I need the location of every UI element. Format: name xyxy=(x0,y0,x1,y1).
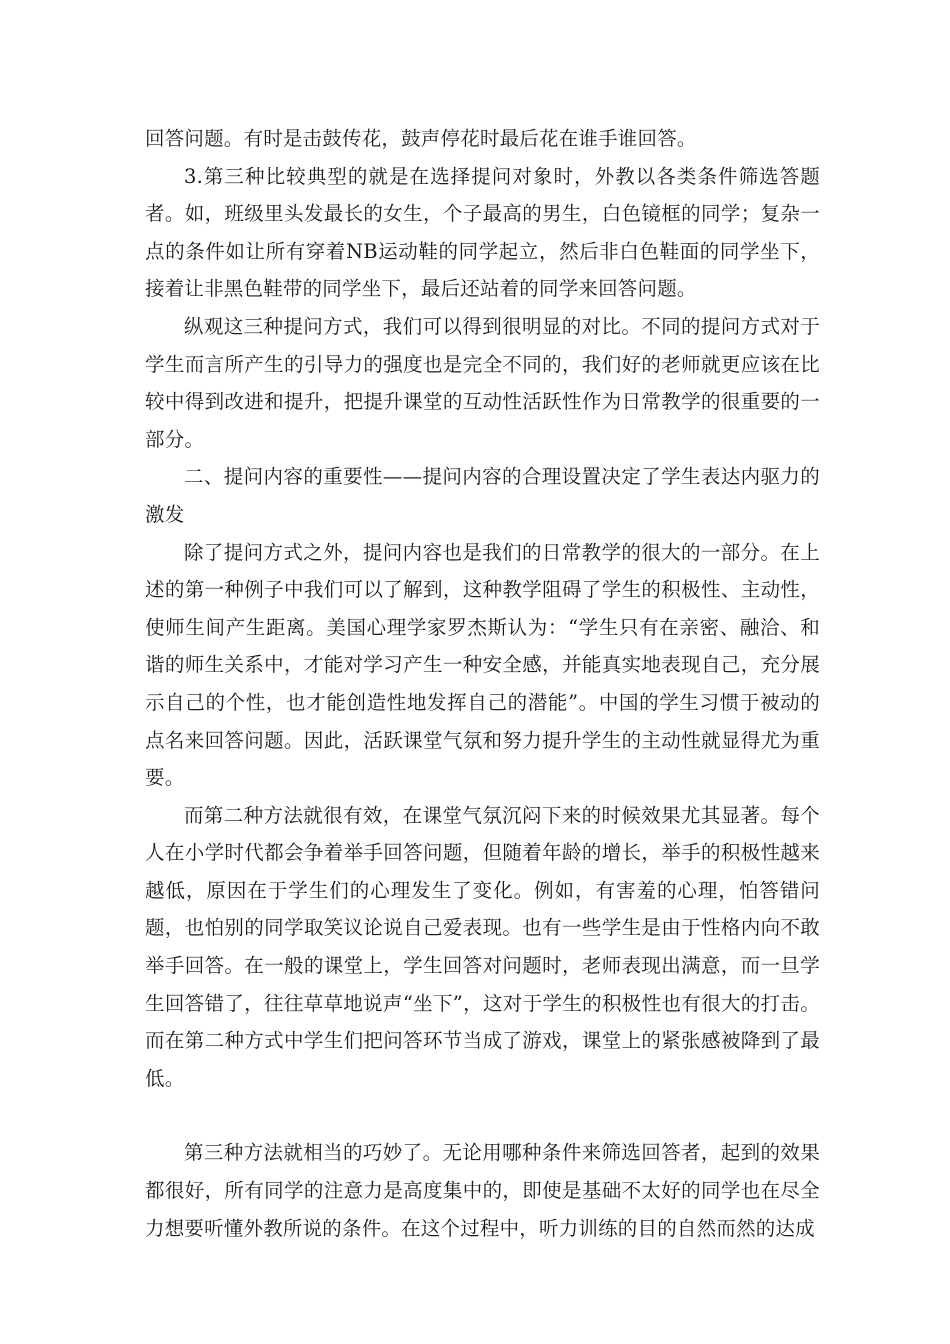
paragraph-third-method-analysis: 第三种方法就相当的巧妙了。无论用哪种条件来筛选回答者，起到的效果都很好，所有同学的注意力是高度集中的，即使是基础不太好的同学也在尽全力想要听懂外教所说的条件。在这个过程中，听力训练的目的自然而然的达成 xyxy=(145,1141,820,1240)
paragraph-second-method: 而第二种方法就很有效，在课堂气氛沉闷下来的时候效果尤其显著。每个人在小学时代都会争着举手回答问题，但随着年龄的增长，举手的积极性越来越低，原因在于学生们的心理发生了变化。例如，有害羞的心理，怕答错问题，也怕别的同学取笑议论说自己爱表现。也有一些学生是由于性格内向不敢举手回答。在一般的课堂上，学生回答对问题时，老师表现出满意，而一旦学生回答错了，往往草草地说声“坐下”，这对于学生的积极性也有很大的打击。而在第二种方式中学生们把问答环节当成了游戏，课堂上的紧张感被降到了最低。 xyxy=(145,803,820,1090)
paragraph-question-content: 除了提问方式之外，提问内容也是我们的日常教学的很大的一部分。在上述的第一种例子中我们可以了解到，这种教学阻碍了学生的积极性、主动性，使师生间产生距离。美国心理学家罗杰斯认为：“学生只有在亲密、融洽、和谐的师生关系中，才能对学习产生一种安全感，并能真实地表现自己，充分展示自己的个性，也才能创造性地发挥自己的潜能”。中国的学生习惯于被动的点名来回答问题。因此，活跃课堂气氛和努力提升学生的主动性就显得尤为重要。 xyxy=(145,540,820,790)
paragraph-spacer xyxy=(145,1097,820,1134)
section-heading-question-content: 二、提问内容的重要性——提问内容的合理设置决定了学生表达内驱力的激发 xyxy=(145,465,820,526)
paragraph-third-method: 3.第三种比较典型的就是在选择提问对象时，外教以各类条件筛选答题者。如，班级里头发最长的女生，个子最高的男生，白色镜框的同学；复杂一点的条件如让所有穿着NB运动鞋的同学起立，然后非白色鞋面的同学坐下，接着让非黑色鞋带的同学坐下，最后还站着的同学来回答问题。 xyxy=(145,164,820,301)
document-body xyxy=(145,120,820,1247)
paragraph-continuation: 回答问题。有时是击鼓传花，鼓声停花时最后花在谁手谁回答。 xyxy=(145,127,697,150)
paragraph-comparison: 纵观这三种提问方式，我们可以得到很明显的对比。不同的提问方式对于学生而言所产生的引导力的强度也是完全不同的，我们好的老师就更应该在比较中得到改进和提升，把提升课堂的互动性活跃性作为日常教学的很重要的一部分。 xyxy=(145,314,820,451)
